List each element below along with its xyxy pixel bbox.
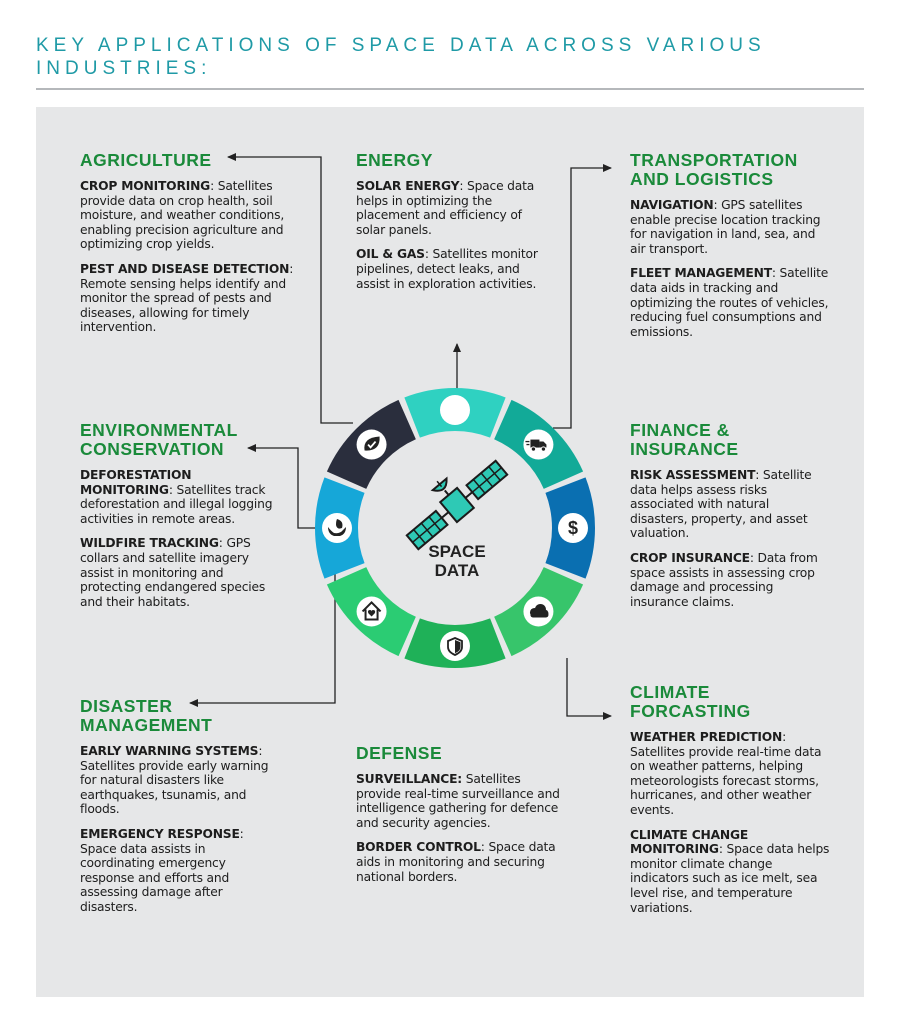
section-item: OIL & GAS: Satellites monitor pipelines, detect leaks, and assist in exploration activities. xyxy=(356,247,538,291)
item-label: BORDER CONTROL xyxy=(356,840,481,855)
section-title: DISASTER MANAGEMENT xyxy=(80,696,213,735)
section-item: SOLAR ENERGY: Space data helps in optimizing the placement and efficiency of solar panels. xyxy=(356,179,535,237)
item-text: GPS collars and satellite imagery assist in monitoring and protecting endangered species and their habitats. xyxy=(80,536,266,609)
item-label: RISK ASSESSMENT xyxy=(630,468,756,482)
lightning-icon xyxy=(440,395,470,425)
item-text: Satellites provide early warning for natural disasters like earthquakes, tsunamis, and floods. xyxy=(80,758,269,817)
house-heart-icon xyxy=(357,596,387,626)
section-transportation xyxy=(630,151,834,349)
section-item: FLEET MANAGEMENT: Satellite data aids in tracking and optimizing the routes of vehicles, reducing fuel consumptions and emissions. xyxy=(630,266,829,339)
truck-icon xyxy=(523,430,553,460)
section-item: WEATHER PREDICTION: Satellites provide real-time data on weather patterns, helping meteorologists forecast storms, hurricanes, and other weather events. xyxy=(630,730,822,817)
item-label: SOLAR ENERGY xyxy=(356,179,460,193)
section-title: DEFENSE xyxy=(356,743,443,763)
section-item: NAVIGATION: GPS satellites enable precise location tracking for navigation in land, sea, and air transport. xyxy=(630,198,821,256)
leaf-check-icon xyxy=(357,430,387,460)
section-item: WILDFIRE TRACKING: GPS collars and satellite imagery assist in monitoring and protecting endangered species and their habitats. xyxy=(80,536,266,609)
cloud-icon xyxy=(523,596,553,626)
item-text: Satellite data helps assess risks associated with natural disasters, property, and asset valuation. xyxy=(630,468,812,541)
item-label: WILDFIRE TRACKING xyxy=(80,536,219,551)
svg-text:$: $ xyxy=(567,518,579,538)
item-text: Space data helps monitor climate change indicators such as ice melt, sea level rise, and temperature variations. xyxy=(630,842,830,915)
space-data-ring xyxy=(305,378,605,678)
section-title: ENERGY xyxy=(356,150,433,170)
item-text: Satellites track deforestation and illegal logging activities in remote areas. xyxy=(80,482,273,526)
item-label: FLEET MANAGEMENT xyxy=(630,266,772,281)
section-disaster xyxy=(80,697,276,925)
section-defense xyxy=(356,744,568,894)
section-item: RISK ASSESSMENT: Satellite data helps assess risks associated with natural disasters, property, and asset valuation. xyxy=(630,468,812,541)
section-item: EMERGENCY RESPONSE: Space data assists in coordinating emergency response and efforts and assessing damage after disasters. xyxy=(80,826,244,914)
item-text: Space data helps in optimizing the placement and efficiency of solar panels. xyxy=(356,179,535,237)
item-label: PEST AND DISEASE DETECTION xyxy=(80,261,290,276)
item-label: SURVEILLANCE: xyxy=(356,772,463,786)
page-title: KEY APPLICATIONS OF SPACE DATA ACROSS VARIOUS INDUSTRIES: xyxy=(36,35,766,79)
hands-leaf-icon xyxy=(322,513,352,543)
item-text: Satellites provide real-time surveillance and intelligence gathering for defence and security agencies. xyxy=(356,772,560,830)
item-text: Satellites provide real-time data on weather patterns, helping meteorologists forecast storms, hurricanes, and other weather events. xyxy=(630,744,822,817)
item-label: EMERGENCY RESPONSE xyxy=(80,826,240,841)
section-item xyxy=(356,772,568,830)
section-energy xyxy=(356,151,538,301)
section-item: EARLY WARNING SYSTEMS: Satellites provide early warning for natural disasters like earthquakes, tsunamis, and floods. xyxy=(80,744,269,817)
section-title: FINANCE & INSURANCE xyxy=(630,420,739,459)
item-text: Space data assists in coordinating emergency response and efforts and assessing damage after disasters. xyxy=(80,841,230,914)
section-environmental xyxy=(80,421,284,619)
section-item: CROP INSURANCE: Data from space assists in assessing crop damage and processing insurance claims. xyxy=(630,550,818,609)
item-text: Space data aids in monitoring and securing national borders. xyxy=(356,840,556,884)
section-item: CROP MONITORING: Satellites provide data on crop health, soil moisture, and weather conditions, enabling precision agriculture and optimizing crop yields. xyxy=(80,179,285,252)
center-label-line-2: DATA xyxy=(434,561,480,580)
item-text: Satellites provide data on crop health, soil moisture, and weather conditions, enabling precision agriculture and optimizing crop yields. xyxy=(80,179,285,252)
section-item: DEFORESTATION MONITORING: Satellites track deforestation and illegal logging activities in remote areas. xyxy=(80,468,273,526)
item-text: Satellite data aids in tracking and optimizing the routes of vehicles, reducing fuel consumptions and emissions. xyxy=(630,266,829,339)
center-label-line-1: SPACE xyxy=(428,542,486,561)
item-text: GPS satellites enable precise location tracking for navigation in land, sea, and air transport. xyxy=(630,198,821,256)
center-label xyxy=(405,542,509,580)
item-label: DEFORESTATION MONITORING xyxy=(80,468,192,497)
item-label: CROP MONITORING xyxy=(80,179,211,193)
dollar-icon xyxy=(558,513,588,543)
shield-icon xyxy=(440,631,470,661)
section-item: PEST AND DISEASE DETECTION: Remote sensing helps identify and monitor the spread of pests and diseases, allowing for timely intervention. xyxy=(80,261,294,335)
item-label: OIL & GAS xyxy=(356,247,425,262)
section-item: CLIMATE CHANGE MONITORING: Space data helps monitor climate change indicators such as ice melt, sea level rise, and temperature variations. xyxy=(630,827,830,915)
section-finance xyxy=(630,421,830,619)
section-title: AGRICULTURE xyxy=(80,150,212,170)
item-label: CROP INSURANCE xyxy=(630,550,750,565)
section-title: ENVIRONMENTAL CONSERVATION xyxy=(80,420,238,459)
section-climate xyxy=(630,683,830,925)
item-text: Data from space assists in assessing crop damage and processing insurance claims. xyxy=(630,550,818,609)
item-label: NAVIGATION xyxy=(630,198,714,212)
item-text: Satellites monitor pipelines, detect leaks, and assist in exploration activities. xyxy=(356,247,538,291)
section-item: BORDER CONTROL: Space data aids in monitoring and securing national borders. xyxy=(356,840,556,884)
section-title: TRANSPORTATION AND LOGISTICS xyxy=(630,150,798,189)
section-title: CLIMATE FORCASTING xyxy=(630,682,751,721)
section-agriculture xyxy=(80,151,308,345)
satellite-icon xyxy=(393,444,510,552)
item-text: Remote sensing helps identify and monitor the spread of pests and diseases, allowing for timely intervention. xyxy=(80,276,287,335)
item-label: CLIMATE CHANGE MONITORING xyxy=(630,827,749,857)
item-label: WEATHER PREDICTION xyxy=(630,730,783,744)
item-label: EARLY WARNING SYSTEMS xyxy=(80,744,259,758)
